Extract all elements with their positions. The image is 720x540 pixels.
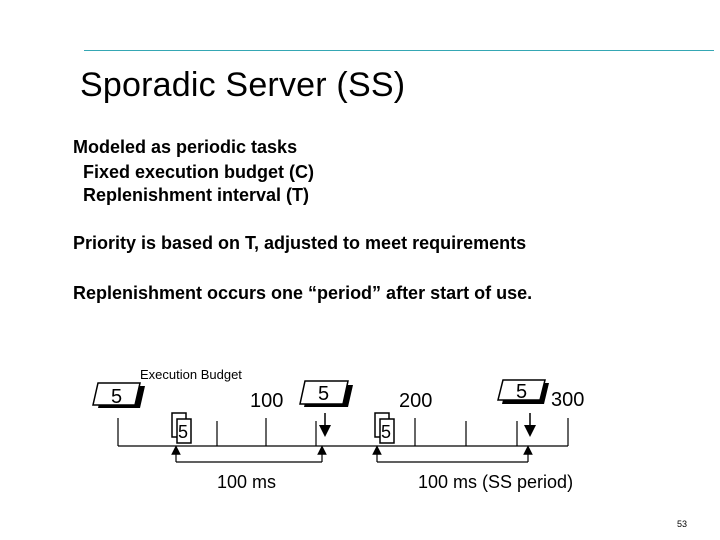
page-title: Sporadic Server (SS)	[80, 66, 406, 104]
replenishment-arrows	[325, 413, 530, 431]
budget-marker-3	[498, 380, 549, 404]
bullet-replenishment: Replenishment occurs one “period” after start of use.	[73, 283, 533, 303]
budget-marker-1	[93, 383, 145, 408]
page-number: 53	[677, 519, 688, 529]
budget-marker-2	[300, 381, 353, 407]
budget-value-3: 5	[516, 381, 528, 403]
bullet-priority: Priority is based on T, adjusted to meet requirements	[73, 233, 527, 253]
budget-value-1: 5	[111, 386, 123, 408]
interval-label-1: 100 ms	[217, 472, 277, 492]
usage-box-1	[172, 413, 191, 443]
usage-box-2	[375, 413, 394, 443]
execution-budget-label: Execution Budget	[140, 367, 242, 382]
bullet-budget: Fixed execution budget (C)	[83, 162, 315, 182]
bullet-interval: Replenishment interval (T)	[83, 185, 310, 205]
time-label-200: 200	[399, 390, 433, 412]
time-label-300: 300	[551, 389, 585, 411]
time-label-100: 100	[250, 390, 284, 412]
interval-bracket-1	[176, 450, 322, 462]
bullet-modeled: Modeled as periodic tasks	[73, 137, 298, 157]
usage-value-1: 5	[178, 422, 189, 442]
interval-label-2: 100 ms (SS period)	[418, 472, 574, 492]
interval-bracket-2	[377, 450, 528, 462]
usage-value-2: 5	[381, 422, 392, 442]
budget-value-2: 5	[318, 383, 330, 405]
